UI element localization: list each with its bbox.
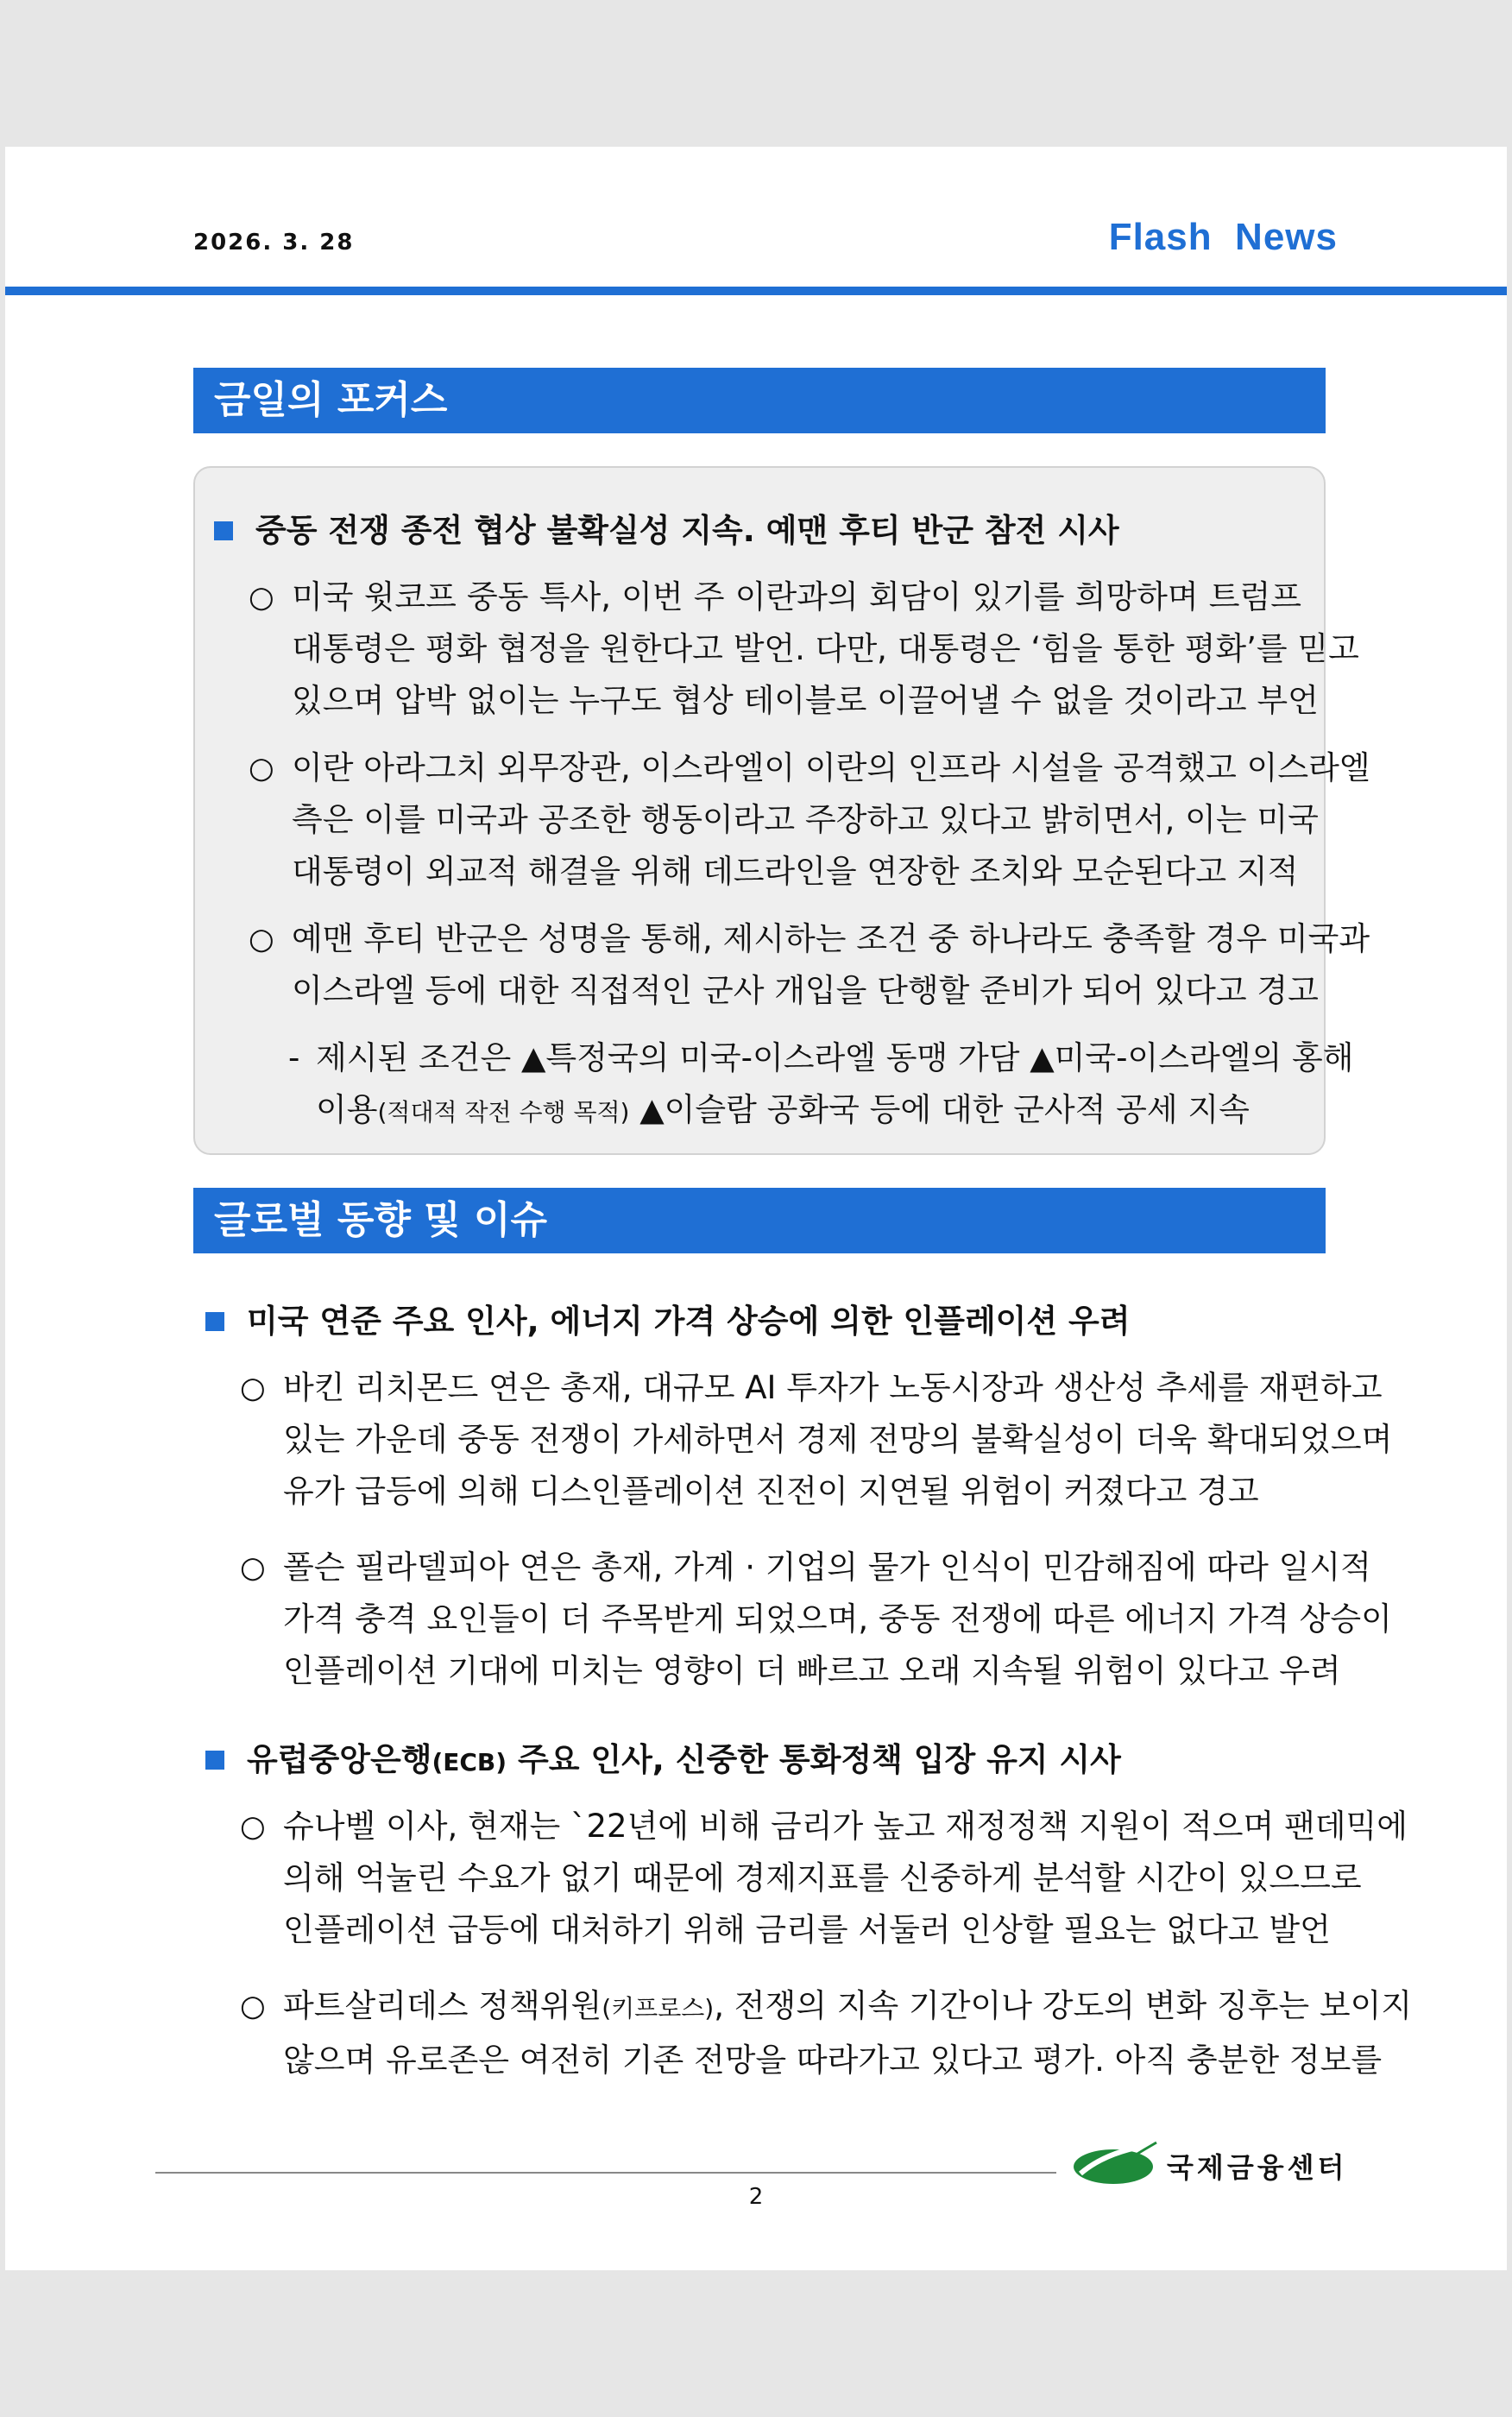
text-line: 미국 윗코프 중동 특사, 이번 주 이란과의 회담이 있기를 희망하며 트럼프 bbox=[292, 578, 1301, 615]
topic-2-item-2 bbox=[283, 1980, 1413, 2086]
focus-item-2 bbox=[292, 742, 1370, 898]
text-line: 바킨 리치몬드 연은 총재, 대규모 AI 투자가 노동시장과 생산성 추세를 재편하고 bbox=[283, 1369, 1383, 1406]
square-bullet-icon bbox=[205, 1751, 224, 1770]
topic-1-item-2 bbox=[283, 1542, 1392, 1697]
text-span: 파트살리데스 정책위원 bbox=[283, 1987, 602, 2024]
text-span: 이용 bbox=[316, 1091, 378, 1128]
square-bullet-icon bbox=[214, 521, 233, 540]
text-line bbox=[316, 1084, 1301, 1139]
text-line: 있으며 압박 없이는 누구도 협상 테이블로 이끌어낼 수 없을 것이라고 부언 bbox=[292, 682, 1319, 719]
circle-bullet-icon: ○ bbox=[249, 580, 274, 615]
text-line: 예맨 후티 반군은 성명을 통해, 제시하는 조건 중 하나라도 충족할 경우 미국과 bbox=[292, 920, 1370, 957]
circle-bullet-icon: ○ bbox=[249, 751, 274, 786]
text-line: 대통령은 평화 협정을 원한다고 발언. 다만, 대통령은 ‘힘을 통한 평화’를 믿고 bbox=[292, 630, 1359, 667]
footer-rule bbox=[155, 2172, 1056, 2174]
dash-bullet: - bbox=[288, 1039, 300, 1076]
text-line: 측은 이를 미국과 공조한 행동이라고 주장하고 있다고 밝히면서, 이는 미국 bbox=[292, 801, 1319, 838]
text-span-small: (ECB) bbox=[432, 1748, 507, 1776]
circle-bullet-icon: ○ bbox=[240, 1809, 266, 1844]
page-number: 2 bbox=[748, 2184, 764, 2210]
text-line: 인플레이션 급등에 대처하기 위해 금리를 서둘러 인상할 필요는 없다고 발언 bbox=[283, 1911, 1331, 1948]
text-line: 제시된 조건은 ▲특정국의 미국-이스라엘 동맹 가담 ▲미국-이스라엘의 홍해 bbox=[316, 1039, 1354, 1076]
kcif-logo-icon bbox=[1072, 2139, 1158, 2187]
text-line: 의해 억눌린 수요가 없기 때문에 경제지표를 신중하게 분석할 시간이 있으므로 bbox=[283, 1859, 1362, 1896]
text-line bbox=[283, 1980, 1413, 2035]
section-title-focus: 금일의 포커스 bbox=[193, 368, 1326, 433]
header-rule bbox=[5, 287, 1507, 295]
text-line: 이스라엘 등에 대한 직접적인 군사 개입을 단행할 준비가 되어 있다고 경고 bbox=[292, 972, 1319, 1009]
section-title-global: 글로벌 동향 및 이슈 bbox=[193, 1188, 1326, 1253]
text-span-small: (적대적 작전 수행 목적) bbox=[377, 1098, 630, 1126]
text-line: 있는 가운데 중동 전쟁이 가세하면서 경제 전망의 불확실성이 더욱 확대되었으며 bbox=[283, 1421, 1393, 1458]
focus-box bbox=[193, 466, 1370, 1155]
kcif-logo-text: 국제금융센터 bbox=[1167, 2151, 1348, 2184]
text-span: 주요 인사, 신중한 통화정책 입장 유지 시사 bbox=[507, 1741, 1121, 1778]
focus-item-3 bbox=[292, 913, 1370, 1017]
text-span: 유럽중앙은행 bbox=[247, 1741, 432, 1778]
text-span-small: (키프로스) bbox=[602, 1994, 715, 2023]
text-line: 이란 아라그치 외무장관, 이스라엘이 이란의 인프라 시설을 공격했고 이스라엘 bbox=[292, 749, 1370, 786]
text-line: 슈나벨 이사, 현재는 `22년에 비해 금리가 높고 재정정책 지원이 적으며 팬데믹에 bbox=[283, 1808, 1408, 1845]
report-date: 2026. 3. 28 bbox=[193, 230, 355, 256]
topic-2-headline bbox=[247, 1733, 1121, 1780]
text-line: 유가 급등에 의해 디스인플레이션 진전이 지연될 위험이 커졌다고 경고 bbox=[283, 1473, 1259, 1510]
circle-bullet-icon: ○ bbox=[240, 1371, 266, 1405]
text-line: 대통령이 외교적 해결을 위해 데드라인을 연장한 조치와 모순된다고 지적 bbox=[292, 853, 1299, 890]
text-span: , 전쟁의 지속 기간이나 강도의 변화 징후는 보이지 bbox=[714, 1987, 1413, 2024]
text-line: 가격 충격 요인들이 더 주목받게 되었으며, 중동 전쟁에 따른 에너지 가격 상승이 bbox=[283, 1600, 1392, 1638]
page bbox=[5, 147, 1507, 2270]
text-line: 않으며 유로존은 여전히 기존 전망을 따라가고 있다고 평가. 아직 충분한 정보를 bbox=[283, 2042, 1383, 2079]
text-line: 폴슨 필라델피아 연은 총재, 가계 · 기업의 물가 인식이 민감해짐에 따라 일시적 bbox=[283, 1549, 1371, 1586]
focus-sub-item bbox=[316, 1032, 1354, 1139]
focus-headline: 중동 전쟁 종전 협상 불확실성 지속. 예맨 후티 반군 참전 시사 bbox=[255, 512, 1119, 549]
circle-bullet-icon: ○ bbox=[240, 1550, 266, 1585]
circle-bullet-icon: ○ bbox=[240, 1989, 266, 2023]
circle-bullet-icon: ○ bbox=[249, 922, 274, 956]
topic-1-headline: 미국 연준 주요 인사, 에너지 가격 상승에 의한 인플레이션 우려 bbox=[247, 1303, 1131, 1340]
topic-2-item-1 bbox=[283, 1801, 1408, 1956]
focus-item-1 bbox=[292, 571, 1359, 727]
text-line: 인플레이션 기대에 미치는 영향이 더 빠르고 오래 지속될 위험이 있다고 우려 bbox=[283, 1652, 1341, 1689]
topic-1-item-1 bbox=[283, 1362, 1393, 1518]
text-span: ▲이슬람 공화국 등에 대한 군사적 공세 지속 bbox=[629, 1091, 1250, 1128]
square-bullet-icon bbox=[205, 1312, 224, 1331]
brand-title: Flash News bbox=[1108, 216, 1338, 258]
